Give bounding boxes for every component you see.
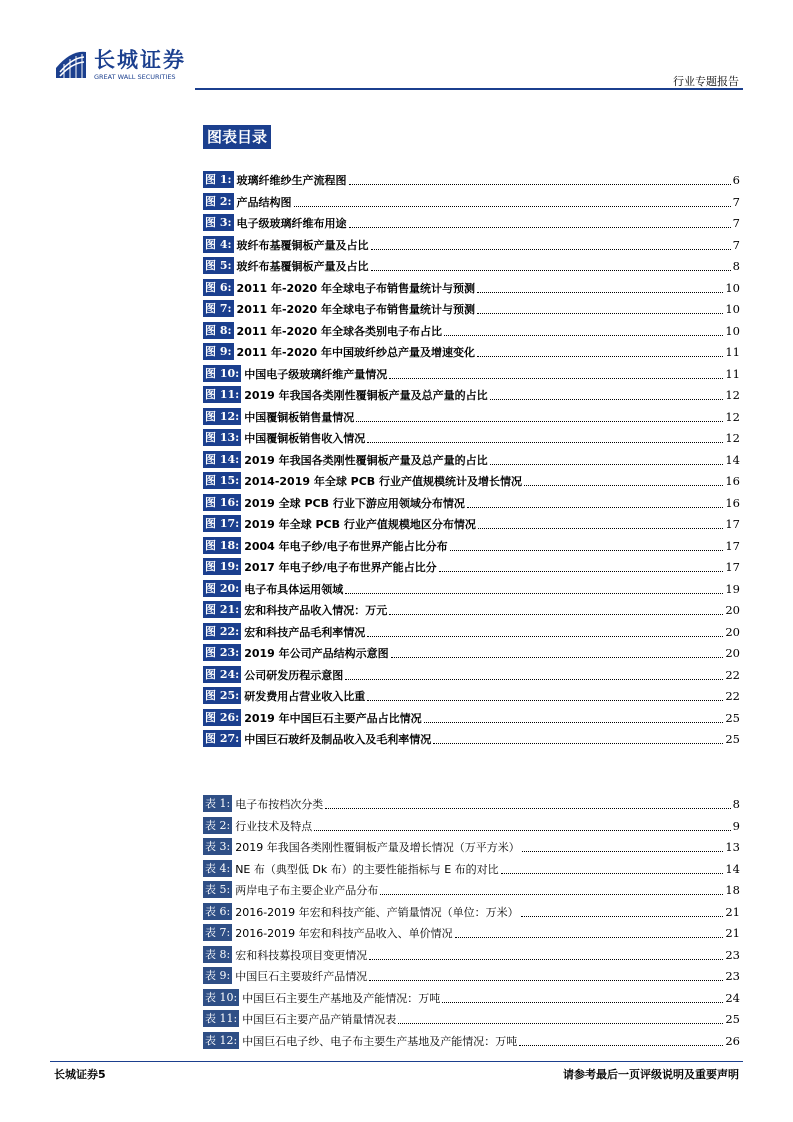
figure-entry[interactable]: [203, 253, 740, 274]
figure-entry-page-number: 20: [725, 603, 740, 617]
dot-leader: [501, 872, 724, 874]
figure-entry-title: 宏和科技产品毛利率情况: [244, 625, 366, 639]
figure-entry-title: 电子级玻璃纤维布用途: [236, 217, 347, 230]
figure-entry-label: 图 20:: [205, 581, 240, 595]
figure-entry-label: 图 22:: [205, 624, 240, 638]
figure-entry-label: 图 5:: [205, 259, 232, 272]
table-entry-page-number: 21: [725, 904, 740, 919]
dot-leader: [477, 355, 723, 357]
dot-leader: [380, 893, 723, 895]
figure-entry-title: 2014-2019 年全球 PCB 行业产值规模统计及增长情况: [244, 475, 523, 488]
footer-divider: [50, 1061, 743, 1062]
dot-leader: [477, 291, 723, 293]
footer-page-label: 长城证券5: [54, 1068, 106, 1081]
figure-entry-page-number: 11: [725, 345, 740, 359]
table-entry-title: 中国巨石电子纱、电子布主要生产基地及产能情况：万吨: [242, 1034, 518, 1048]
figure-entry-label: 图 13:: [205, 431, 240, 444]
table-entry-title: 2019 年我国各类刚性覆铜板产量及增长情况（万平方米）: [235, 841, 520, 854]
figure-entry-label: 图 18:: [205, 538, 240, 552]
dot-leader: [369, 979, 723, 981]
figure-entry-page-number: 19: [725, 581, 740, 596]
table-entry[interactable]: [203, 856, 740, 877]
table-entry-page-number: 14: [725, 861, 740, 876]
figure-entry-title: 2019 全球 PCB 行业下游应用领域分布情况: [244, 496, 465, 510]
dot-leader: [467, 506, 724, 508]
figure-entry[interactable]: [203, 576, 740, 597]
figure-entry-label: 图 6:: [205, 280, 232, 294]
dot-leader: [519, 1044, 723, 1046]
table-entry-title: 2016-2019 年宏和科技产能、产销量情况（单位：万米）: [235, 905, 519, 919]
figure-entry-page-number: 25: [725, 710, 740, 725]
figure-entry-label: 图 16:: [205, 495, 240, 509]
dot-leader: [478, 527, 724, 529]
table-entry-label: 表 6:: [205, 904, 231, 918]
figure-entry-label: 图 12:: [205, 409, 240, 423]
table-entry-label: 表 10:: [205, 990, 238, 1004]
figure-entry-title: 2011 年-2020 年全球各类别电子布占比: [236, 324, 443, 338]
figure-entry-page-number: 10: [725, 302, 740, 316]
figure-entry-label: 图 11:: [205, 388, 240, 401]
figure-entry-title: 2011 年-2020 年全球电子布销售量统计与预测: [236, 303, 476, 316]
figure-entry-label: 图 1:: [205, 173, 232, 186]
table-entry[interactable]: [203, 877, 740, 898]
figure-entry-title: 产品结构图: [236, 195, 292, 209]
table-entry-page-number: 26: [725, 1033, 740, 1048]
figure-entry-label: 图 7:: [205, 302, 232, 315]
figure-entry-title: 2019 年我国各类刚性覆铜板产量及总产量的占比: [244, 453, 488, 467]
figure-entry-page-number: 17: [725, 560, 740, 574]
figure-entry-title: 2011 年-2020 年全球电子布销售量统计与预测: [236, 281, 476, 295]
figure-entry-page-number: 22: [725, 689, 740, 703]
table-entry[interactable]: [203, 791, 740, 812]
figure-entry[interactable]: [203, 468, 740, 489]
dot-leader: [367, 699, 723, 701]
figure-entry-label: 图 27:: [205, 732, 240, 745]
figure-entry[interactable]: [203, 275, 740, 296]
figure-entry[interactable]: [203, 361, 740, 382]
figure-entry-label: 图 24:: [205, 667, 240, 681]
table-entry-label: 表 12:: [205, 1033, 238, 1047]
figure-entry-title: 研发费用占营业收入比重: [244, 690, 366, 703]
figure-entry[interactable]: [203, 490, 740, 511]
dot-leader: [391, 656, 724, 658]
table-entry-page-number: 9: [732, 818, 740, 833]
table-entry-title: 中国巨石主要生产基地及产能情况：万吨: [242, 991, 441, 1005]
dot-leader: [349, 183, 731, 185]
table-entry-label: 表 3:: [205, 840, 231, 853]
section-title: 图表目录: [203, 125, 271, 149]
figure-entry[interactable]: [203, 339, 740, 360]
figure-entry-title: 电子布具体运用领域: [244, 582, 344, 596]
table-entry-title: 中国巨石主要玻纤产品情况: [235, 970, 368, 983]
table-entry-title: 电子布按档次分类: [235, 798, 324, 811]
dot-leader: [349, 226, 731, 228]
logo-chinese-name: 长城证券: [94, 48, 186, 72]
footer-disclaimer: 请参考最后一页评级说明及重要声明: [563, 1068, 739, 1081]
figure-entry-title: 2019 年中国巨石主要产品占比情况: [244, 711, 422, 725]
table-entry-label: 表 8:: [205, 947, 231, 961]
table-entry-label: 表 9:: [205, 969, 231, 982]
dot-leader: [314, 829, 730, 831]
report-type-label: 行业专题报告: [673, 75, 739, 88]
figure-entry-title: 2019 年我国各类刚性覆铜板产量及总产量的占比: [244, 389, 488, 402]
figure-entry-page-number: 8: [732, 259, 740, 273]
figure-entry-label: 图 14:: [205, 452, 240, 466]
dot-leader: [442, 1001, 723, 1003]
dot-leader: [389, 613, 723, 615]
figure-entry-page-number: 10: [725, 280, 740, 295]
table-entry-title: 中国巨石主要产品产销量情况表: [242, 1013, 397, 1026]
figure-entry-title: 2011 年-2020 年中国玻纤纱总产量及增速变化: [236, 346, 476, 359]
figure-entry[interactable]: [203, 640, 740, 661]
figure-entry[interactable]: [203, 296, 740, 317]
figure-entry-page-number: 20: [725, 646, 740, 660]
figure-entry-page-number: 7: [732, 237, 740, 252]
dot-leader: [490, 463, 724, 465]
figure-entry-page-number: 12: [725, 409, 740, 424]
figure-entry-page-number: 7: [732, 194, 740, 209]
dot-leader: [367, 635, 723, 637]
figure-entry[interactable]: [203, 232, 740, 253]
table-entry[interactable]: [203, 963, 740, 984]
figure-entry-label: 图 4:: [205, 237, 232, 251]
figure-entry-title: 玻纤布基覆铜板产量及占比: [236, 238, 369, 252]
figure-entry[interactable]: [203, 189, 740, 210]
figure-entry-title: 中国覆铜板销售量情况: [244, 410, 355, 424]
dot-leader: [522, 850, 724, 852]
figure-entry-label: 图 19:: [205, 560, 240, 573]
table-entry[interactable]: [203, 834, 740, 855]
figure-entry-title: 玻纤布基覆铜板产量及占比: [236, 260, 369, 273]
table-entry[interactable]: [203, 942, 740, 963]
figure-entry[interactable]: [203, 511, 740, 532]
figure-entry-label: 图 23:: [205, 646, 240, 659]
figure-entry-page-number: 17: [725, 517, 740, 531]
figure-entry-page-number: 12: [725, 431, 740, 445]
table-entry-page-number: 23: [725, 947, 740, 962]
figure-entry-page-number: 11: [725, 366, 740, 381]
dot-leader: [325, 807, 730, 809]
dot-leader: [444, 334, 723, 336]
table-entry-label: 表 2:: [205, 818, 231, 832]
dot-leader: [356, 420, 723, 422]
figure-entry-title: 2004 年电子纱/电子布世界产能占比分布: [244, 539, 448, 553]
figure-entry-label: 图 3:: [205, 216, 232, 229]
figure-entry-title: 2019 年公司产品结构示意图: [244, 647, 389, 660]
figure-entry-label: 图 8:: [205, 323, 232, 337]
dot-leader: [521, 915, 724, 917]
figure-entry-page-number: 16: [725, 495, 740, 510]
table-entry[interactable]: [203, 920, 740, 941]
figure-entry-title: 宏和科技产品收入情况：万元: [244, 604, 388, 617]
figure-entry[interactable]: [203, 533, 740, 554]
figure-entry-page-number: 6: [732, 173, 740, 187]
figure-entry-title: 公司研发历程示意图: [244, 668, 344, 682]
table-entry-label: 表 7:: [205, 926, 231, 939]
dot-leader: [345, 678, 723, 680]
figure-entry-page-number: 25: [725, 732, 740, 746]
dot-leader: [477, 312, 723, 314]
table-list: [203, 791, 740, 1049]
dot-leader: [345, 592, 723, 594]
dot-leader: [439, 570, 724, 572]
figure-entry[interactable]: [203, 726, 740, 747]
dot-leader: [367, 441, 723, 443]
dot-leader: [424, 721, 724, 723]
figure-entry[interactable]: [203, 597, 740, 618]
figure-entry-label: 图 10:: [205, 366, 240, 380]
figure-list: [203, 167, 740, 748]
figure-entry-title: 2017 年电子纱/电子布世界产能占比分: [244, 561, 437, 574]
table-entry-page-number: 18: [725, 883, 740, 897]
figure-entry[interactable]: [203, 619, 740, 640]
company-logo: [54, 48, 194, 84]
figure-entry[interactable]: [203, 167, 740, 188]
figure-entry[interactable]: [203, 683, 740, 704]
figure-entry-page-number: 12: [725, 388, 740, 402]
figure-entry[interactable]: [203, 318, 740, 339]
figure-entry-page-number: 20: [725, 624, 740, 639]
figure-entry-page-number: 22: [725, 667, 740, 682]
dot-leader: [450, 549, 724, 551]
figure-entry-title: 中国电子级玻璃纤维产量情况: [244, 367, 388, 381]
dot-leader: [490, 398, 724, 400]
table-entry-title: 2016-2019 年宏和科技产品收入、单价情况: [235, 927, 453, 940]
table-entry-page-number: 13: [725, 840, 740, 854]
dot-leader: [389, 377, 723, 379]
table-entry-page-number: 23: [725, 969, 740, 983]
table-entry-label: 表 4:: [205, 861, 231, 875]
dot-leader: [294, 205, 731, 207]
figure-entry-title: 中国巨石玻纤及制品收入及毛利率情况: [244, 733, 432, 746]
dot-leader: [524, 484, 723, 486]
table-entry-page-number: 8: [732, 797, 740, 811]
figure-entry-title: 中国覆铜板销售收入情况: [244, 432, 366, 445]
dot-leader: [433, 742, 723, 744]
figure-entry-label: 图 17:: [205, 517, 240, 530]
figure-entry-label: 图 26:: [205, 710, 240, 724]
figure-entry-label: 图 25:: [205, 689, 240, 702]
table-entry-title: NE 布（典型低 Dk 布）的主要性能指标与 E 布的对比: [235, 862, 499, 876]
dot-leader: [455, 936, 724, 938]
figure-entry[interactable]: [203, 554, 740, 575]
table-entry-label: 表 5:: [205, 883, 231, 896]
table-entry[interactable]: [203, 813, 740, 834]
dot-leader: [369, 958, 723, 960]
figure-entry-page-number: 10: [725, 323, 740, 338]
figure-entry[interactable]: [203, 210, 740, 231]
dot-leader: [398, 1022, 723, 1024]
table-entry[interactable]: [203, 1028, 740, 1049]
header-divider: [195, 88, 743, 90]
great-wall-logo-icon: [54, 48, 88, 82]
figure-entry-title: 玻璃纤维纱生产流程图: [236, 174, 347, 187]
table-entry-title: 两岸电子布主要企业产品分布: [235, 884, 379, 897]
table-entry[interactable]: [203, 899, 740, 920]
figure-entry-label: 图 9:: [205, 345, 232, 358]
figure-entry-page-number: 17: [725, 538, 740, 553]
figure-entry-label: 图 15:: [205, 474, 240, 487]
figure-entry[interactable]: [203, 705, 740, 726]
figure-entry[interactable]: [203, 425, 740, 446]
figure-entry[interactable]: [203, 447, 740, 468]
table-entry-label: 表 1:: [205, 797, 231, 810]
figure-entry[interactable]: [203, 382, 740, 403]
figure-entry-title: 2019 年全球 PCB 行业产值规模地区分布情况: [244, 518, 476, 531]
table-entry-page-number: 21: [725, 926, 740, 940]
figure-entry-page-number: 16: [725, 474, 740, 488]
table-entry[interactable]: [203, 1006, 740, 1027]
table-entry-title: 行业技术及特点: [235, 819, 313, 833]
logo-english-name: GREAT WALL SECURITIES: [94, 73, 176, 81]
figure-entry[interactable]: [203, 662, 740, 683]
table-entry-page-number: 25: [725, 1012, 740, 1026]
figure-entry-label: 图 21:: [205, 603, 240, 616]
table-entry-title: 宏和科技募投项目变更情况: [235, 948, 368, 962]
table-entry-label: 表 11:: [205, 1012, 238, 1025]
dot-leader: [371, 269, 731, 271]
figure-entry-page-number: 14: [725, 452, 740, 467]
figure-entry-page-number: 7: [732, 216, 740, 230]
table-entry[interactable]: [203, 985, 740, 1006]
table-entry-page-number: 24: [725, 990, 740, 1005]
dot-leader: [371, 248, 731, 250]
figure-entry-label: 图 2:: [205, 194, 232, 208]
figure-entry[interactable]: [203, 404, 740, 425]
